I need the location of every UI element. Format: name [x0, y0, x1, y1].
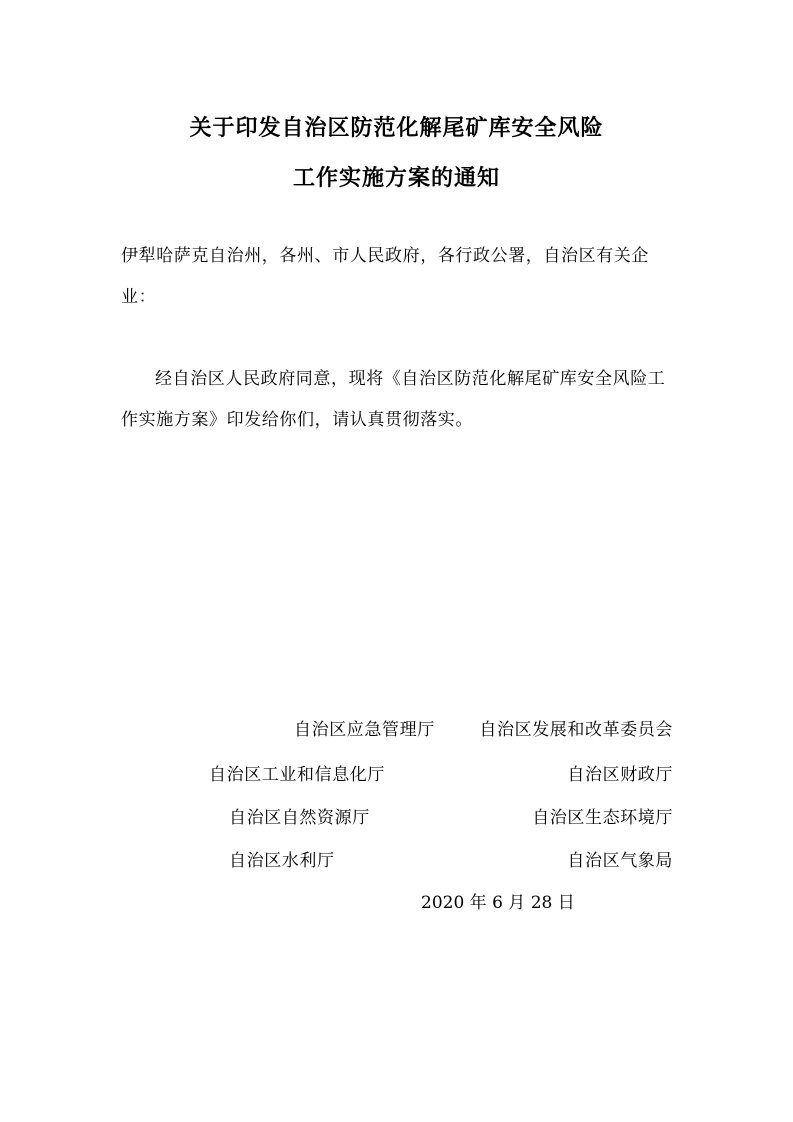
signatory-natural-resources: 自治区自然资源厅 — [229, 808, 370, 828]
document-title-line-2: 工作实施方案的通知 — [292, 166, 500, 191]
document-title-line-1: 关于印发自治区防范化解尾矿库安全风险 — [189, 116, 604, 141]
signatory-finance: 自治区财政厅 — [567, 765, 673, 785]
addressee-text: 伊犁哈萨克自治州，各州、市人民政府，各行政公署，自治区有关企业： — [121, 246, 649, 307]
signatory-industry-it: 自治区工业和信息化厅 — [209, 765, 385, 785]
document-date: 2020 年 6 月 28 日 — [421, 893, 575, 913]
signatory-water-resources: 自治区水利厅 — [229, 851, 335, 871]
signatory-meteorology: 自治区气象局 — [567, 851, 673, 871]
signatory-development-reform: 自治区发展和改革委员会 — [479, 720, 673, 740]
signatory-ecology-environment: 自治区生态环境厅 — [532, 808, 673, 828]
signatory-emergency-management: 自治区应急管理厅 — [294, 720, 435, 740]
body-paragraph: 经自治区人民政府同意，现将《自治区防范化解尾矿库安全风险工作实施方案》印发给你们，请认真贯彻落实。 — [121, 369, 666, 430]
